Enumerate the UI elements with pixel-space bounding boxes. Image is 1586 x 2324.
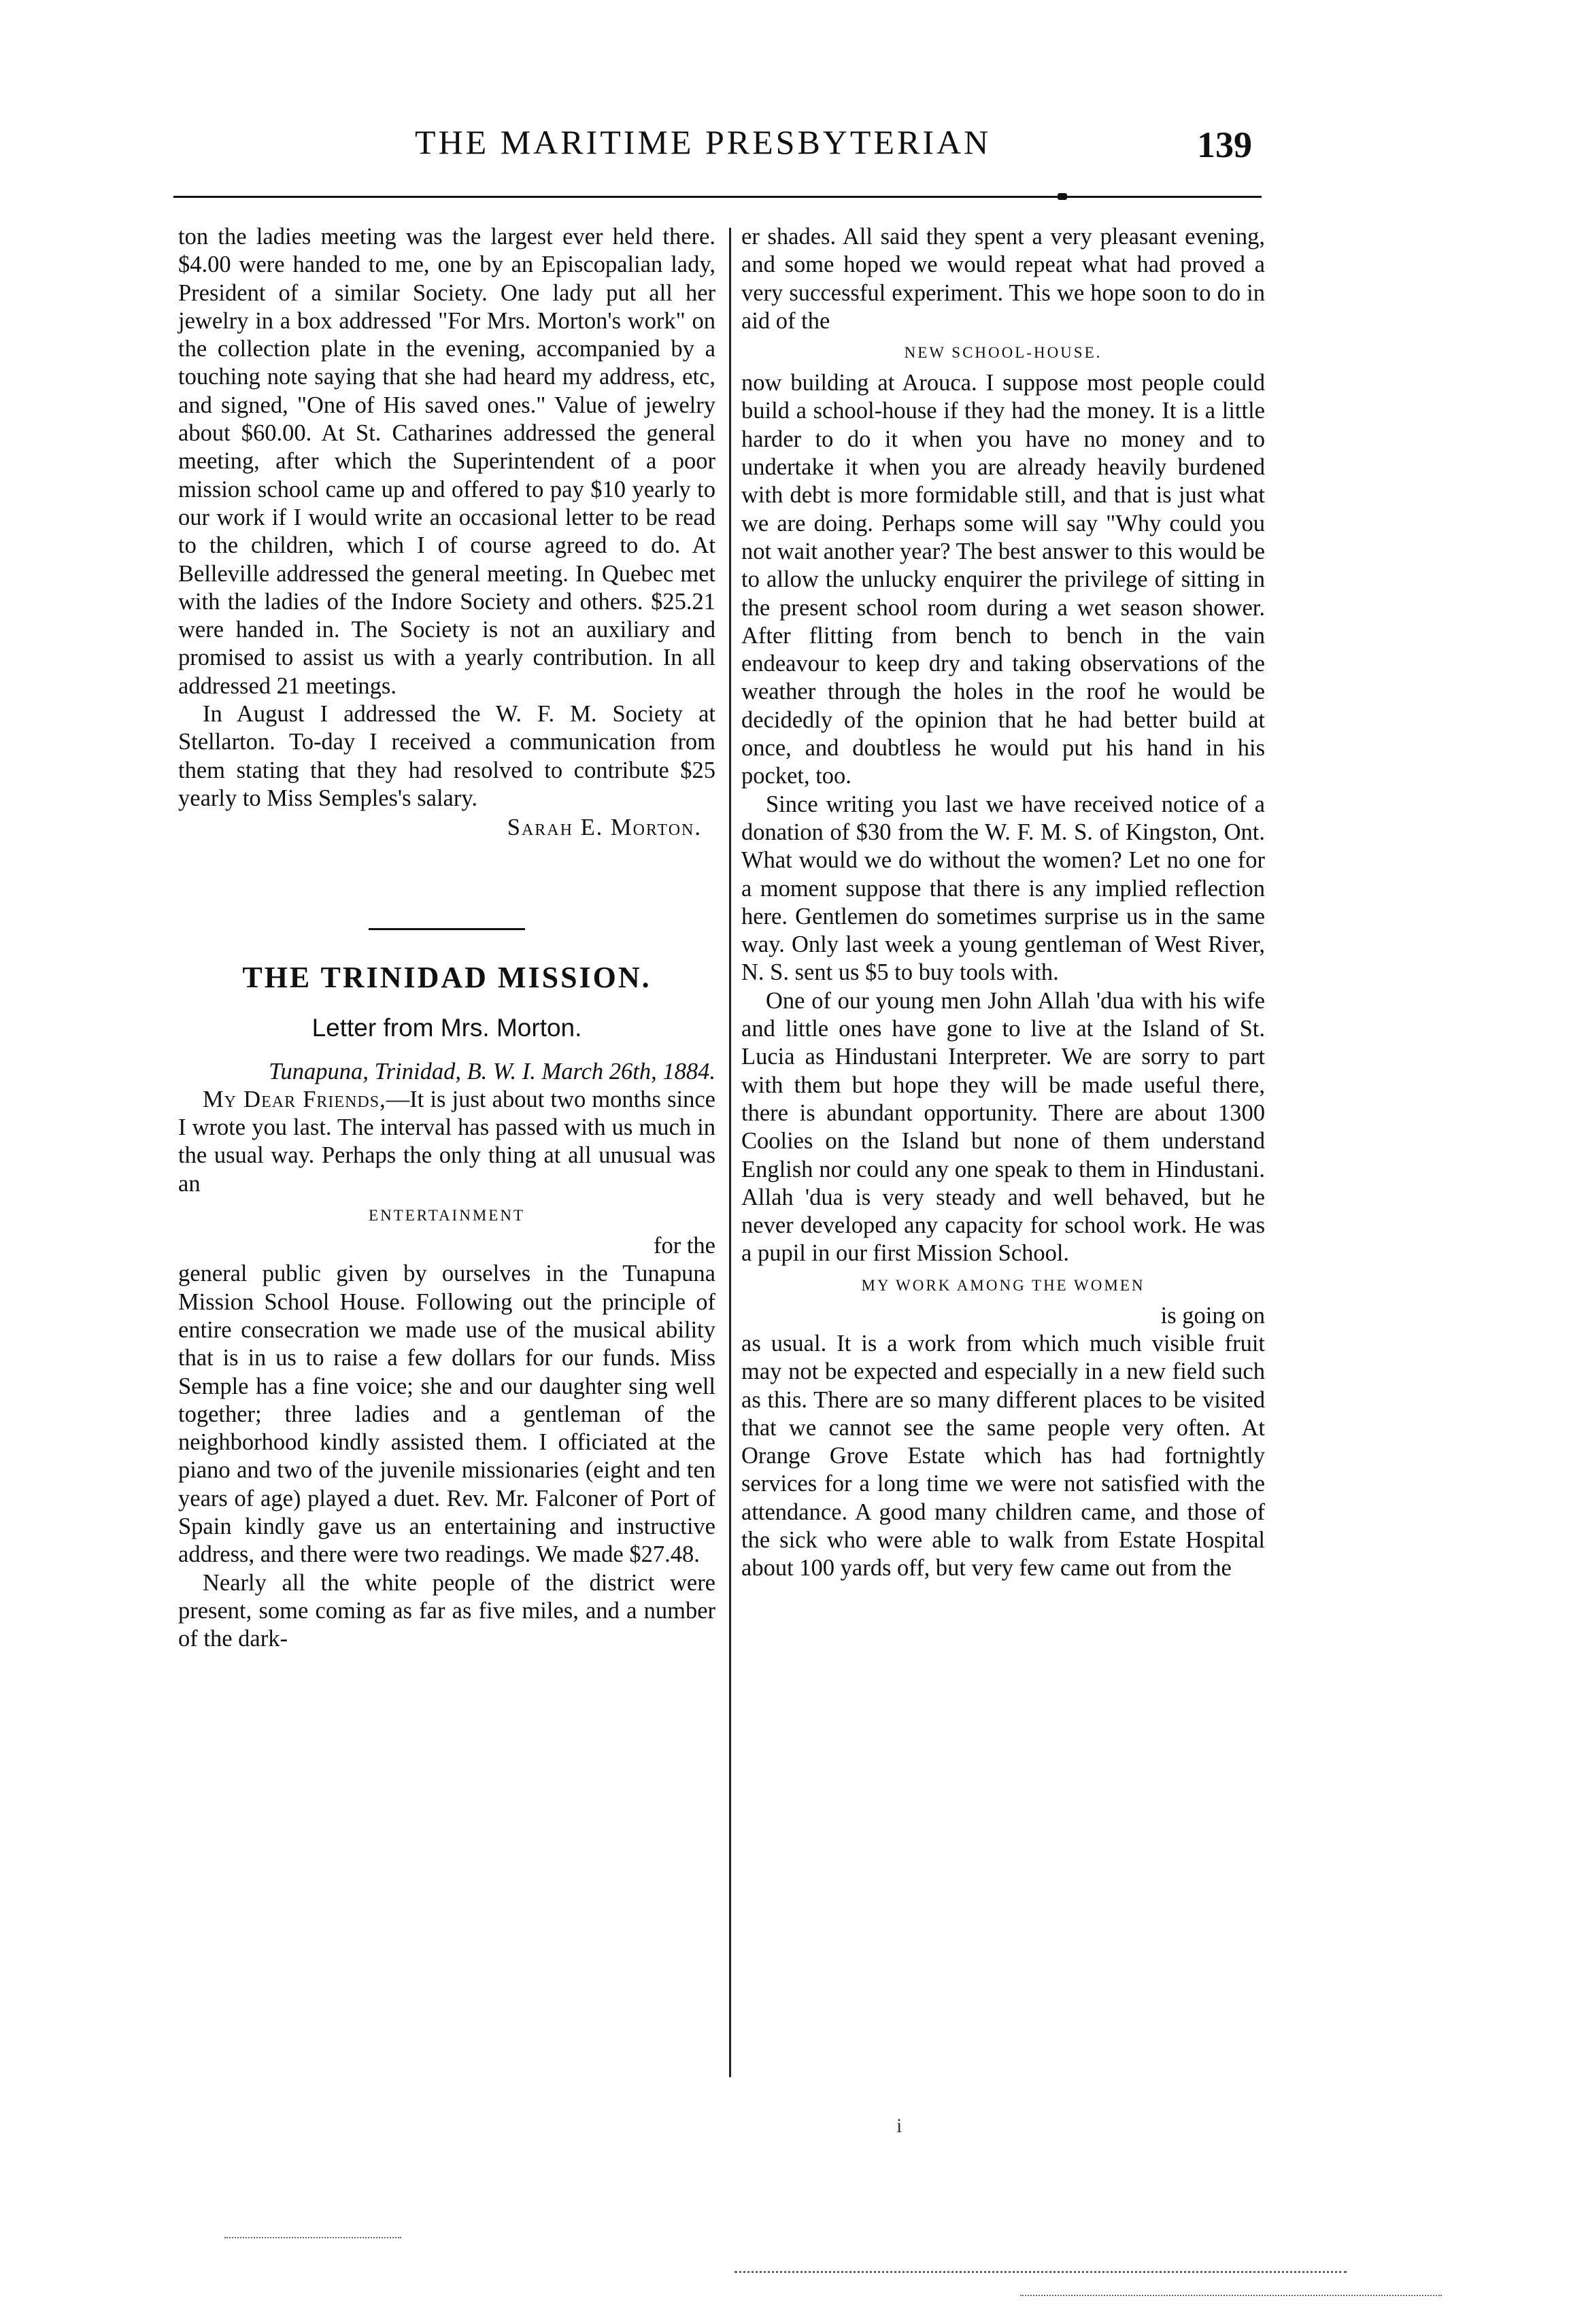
donation-paragraph: Since writing you last we have received notice of a donation of $30 from the W. F. M. S. of Kingston, Ont. What would we do without the women? Let no one for a moment suppose that there is any implied reflection here. Gentlemen do sometimes surprise us in the same way. Only last week a young gentleman of West River, N. S. sent us $5 to buy tools with. bbox=[741, 791, 1265, 986]
allah-dua-paragraph: One of our young men John Allah 'dua with his wife and little ones have gone to live at the Island of St. Lucia as Hindustani Interpreter. We are sorry to part with them but hope they will be made useful there, there is abundant opportunity. There are about 1300 Coolies on the Island but none of them understand English nor could any one speak to them in Hindustani. Allah 'dua is very steady and well behaved, but he never developed any capacity for school work. He was a pupil in our first Mission School. bbox=[741, 987, 1265, 1267]
women-heading: MY WORK AMONG THE WOMEN bbox=[861, 1276, 1145, 1294]
stray-mark: i bbox=[896, 2115, 902, 2137]
entertainment-run-in: for the bbox=[653, 1233, 715, 1259]
letter-subtitle: Letter from Mrs. Morton. bbox=[311, 1013, 582, 1042]
page-header bbox=[0, 122, 1586, 177]
header-rule-ornament bbox=[1058, 193, 1067, 200]
salutation: My Dear Friends, bbox=[203, 1086, 386, 1112]
section-title: THE TRINIDAD MISSION. bbox=[242, 960, 652, 994]
continued-paragraph: ton the ladies meeting was the largest ever held there. $4.00 were handed to me, one by an Episcopalian lady, President of a similar Society. One lady put all her jewelry in a box addressed "For Mrs. Morton's work" on the collection plate in the evening, accompanied by a touching note saying that she had heard my address, etc, and signed, "One of His saved ones." Value of jewelry about $60.00. At St. Catharines addressed the general meeting, after which the Superintendent of a poor mission school came up and offered to pay $10 yearly to our work if I would write an occasional letter to be read to the children, which I of course agreed to do. At Belleville addressed the general meeting. In Quebec met with the ladies of the Indore Society and others. $25.21 were handed in. The Society is not an auxiliary and promised to assist us with a yearly contribution. In all addressed 21 meetings. bbox=[178, 224, 715, 699]
right-column bbox=[741, 223, 1265, 1583]
opening-text: —It is just about two months since I wrote you last. The interval has passed with us much in the usual way. Perhaps the only thing at all unusual was an bbox=[178, 1086, 715, 1197]
white-people-paragraph: Nearly all the white people of the district were present, some coming as far as five miles, and a number of the dark- bbox=[178, 1569, 715, 1652]
scan-noise bbox=[224, 2237, 401, 2238]
section-divider bbox=[369, 928, 525, 930]
entertainment-heading: ENTERTAINMENT bbox=[369, 1207, 525, 1225]
august-paragraph: In August I addressed the W. F. M. Society at Stellarton. To-day I received a communication from them stating that they had resolved to contribute $25 yearly to Miss Semples's salary. bbox=[178, 701, 715, 811]
column-divider bbox=[729, 228, 731, 2077]
scan-noise bbox=[1020, 2295, 1442, 2296]
opening-paragraph bbox=[178, 1086, 715, 1198]
women-paragraph: as usual. It is a work from which much visible fruit may not be expected and especially in a new field such as this. There are so many different places to be visited that we cannot see the same people very often. At Orange Grove Estate which has had fortnightly services for a long time we were not satisfied with the attendance. A good many children came, and those of the sick who were able to walk from Estate Hospital about 100 yards off, but very few came out from the bbox=[741, 1330, 1265, 1582]
page-number: 139 bbox=[1197, 124, 1252, 165]
scan-noise bbox=[735, 2271, 1347, 2273]
continued-paragraph-right: er shades. All said they spent a very pleasant evening, and some hoped we would repeat what had proved a very successful experiment. This we hope soon to do in aid of the bbox=[741, 224, 1265, 334]
running-title: THE MARITIME PRESBYTERIAN bbox=[415, 123, 992, 161]
signature: Sarah E. Morton. bbox=[507, 815, 702, 841]
women-run-in: is going on bbox=[1160, 1302, 1265, 1329]
left-column bbox=[178, 223, 715, 1653]
school-house-heading: NEW SCHOOL-HOUSE. bbox=[904, 344, 1102, 362]
school-house-paragraph: now building at Arouca. I suppose most people could build a school-house if they had the money. It is a little harder to do it when you have no money and to undertake it when you are already heavily burdened with debt is more formidable still, and that is just what we are doing. Perhaps some will say "Why could you not wait another year? The best answer to this would be to allow the unlucky enquirer the privilege of sitting in the present school room during a wet season shower. After flitting from bench to bench in the vain endeavour to keep dry and taking observations of the weather through the holes in the roof he would be decidedly of the opinion that he had better build at once, and doubtless he would put his hand in his pocket, too. bbox=[741, 370, 1265, 789]
dateline: Tunapuna, Trinidad, B. W. I. March 26th, 1884. bbox=[269, 1058, 715, 1084]
entertainment-paragraph: general public given by ourselves in the Tunapuna Mission School House. Following out the principle of entire consecration we made use of the musical ability that is in us to raise a few dollars for our funds. Miss Semple has a fine voice; she and our daughter sing well together; three ladies and a gentleman of the neighborhood kindly assisted them. I officiated at the piano and two of the juvenile missionaries (eight and ten years of age) played a duet. Rev. Mr. Falconer of Port of Spain kindly gave us an entertaining and instructive address, and there were two readings. We made $27.48. bbox=[178, 1261, 715, 1568]
header-rule bbox=[173, 196, 1262, 198]
